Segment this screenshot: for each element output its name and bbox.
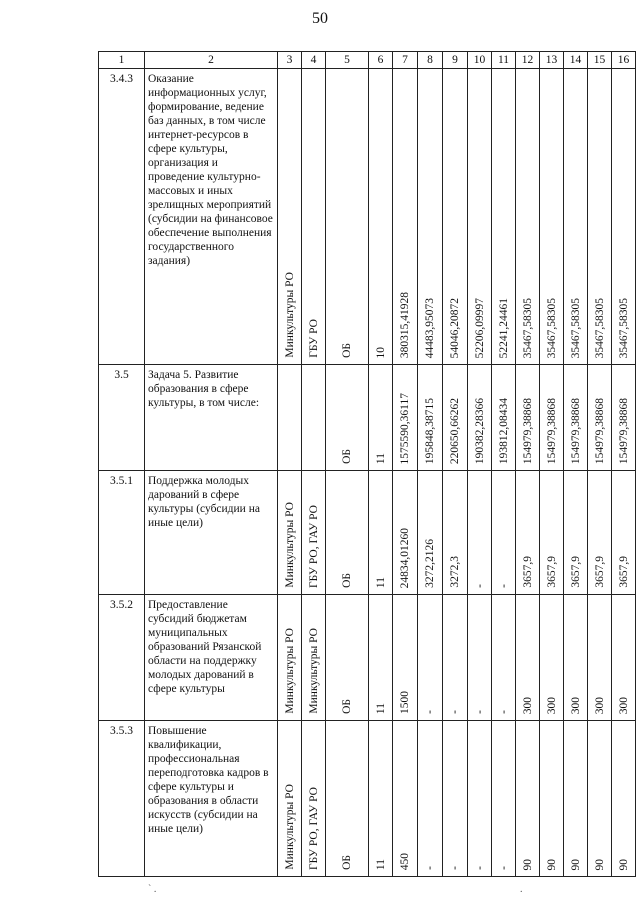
- value-cell: [418, 721, 443, 877]
- item-number: 3.4.3: [99, 69, 145, 365]
- value: 54046,20872: [449, 297, 461, 358]
- value: 1500: [399, 691, 411, 714]
- value: 3657,9: [545, 556, 558, 588]
- header-cell: 5: [326, 52, 369, 69]
- value-cell: [468, 69, 492, 365]
- value: 3272,2126: [424, 539, 436, 588]
- header-cell: 10: [468, 52, 492, 69]
- value-cell: [468, 595, 492, 721]
- value-cell: [588, 721, 612, 877]
- funding-source: ОБ: [341, 855, 353, 870]
- header-cell: 3: [278, 52, 302, 69]
- responsible-authority: Минкультуры РО: [283, 784, 296, 870]
- code: 11: [374, 702, 387, 714]
- responsible-authority-cell: [278, 721, 302, 877]
- executor: ГБУ РО, ГАУ РО: [307, 786, 320, 870]
- header-cell: 12: [516, 52, 540, 69]
- value-cell: [443, 69, 468, 365]
- value: 3657,9: [521, 556, 534, 588]
- value: 52206,09997: [473, 297, 486, 358]
- value-cell: [540, 721, 564, 877]
- scan-speck: .: [520, 884, 523, 895]
- value: 190382,28366: [473, 397, 486, 464]
- value-cell: [612, 365, 636, 471]
- value: -: [473, 710, 486, 714]
- value: 380315,41928: [399, 291, 411, 358]
- value: 154979,38868: [617, 397, 630, 464]
- funding-source-cell: [326, 471, 369, 595]
- executor: ГБУ РО, ГАУ РО: [307, 504, 320, 588]
- header-cell: 7: [393, 52, 418, 69]
- value-cell: [393, 595, 418, 721]
- value: 300: [617, 696, 630, 714]
- table-row: [99, 595, 636, 721]
- header-cell: 11: [492, 52, 516, 69]
- value: 300: [593, 696, 606, 714]
- value-cell: [588, 595, 612, 721]
- responsible-authority: Минкультуры РО: [283, 272, 296, 358]
- value-cell: [612, 595, 636, 721]
- funding-source-cell: [326, 365, 369, 471]
- value-cell: [492, 595, 516, 721]
- value-cell: [492, 471, 516, 595]
- item-number: 3.5.3: [99, 721, 145, 877]
- responsible-authority: Минкультуры РО: [283, 628, 296, 714]
- item-name: Поддержка молодых дарований в сфере культуры (субсидии на иные цели): [145, 471, 278, 595]
- funding-source-cell: [326, 69, 369, 365]
- value-cell: [540, 595, 564, 721]
- value-cell: [492, 365, 516, 471]
- header-cell: 9: [443, 52, 468, 69]
- code: 10: [374, 346, 387, 358]
- value: 1575590,36117: [399, 392, 411, 464]
- value-cell: [516, 595, 540, 721]
- value: 24834,01260: [399, 527, 411, 588]
- header-cell: 13: [540, 52, 564, 69]
- value-cell: [612, 69, 636, 365]
- value-cell: [540, 365, 564, 471]
- executor-cell: [302, 595, 326, 721]
- value: 154979,38868: [545, 397, 558, 464]
- executor: Минкультуры РО: [307, 628, 320, 714]
- header-cell: 6: [369, 52, 393, 69]
- value: 35467,58305: [545, 297, 558, 358]
- value-cell: [516, 721, 540, 877]
- value-cell: [443, 365, 468, 471]
- header-cell: 14: [564, 52, 588, 69]
- value: 193812,08434: [497, 397, 510, 464]
- item-number: 3.5.2: [99, 595, 145, 721]
- code: 11: [374, 858, 387, 870]
- value: 44483,95073: [424, 297, 436, 358]
- value-cell: [418, 471, 443, 595]
- value: 90: [569, 858, 582, 870]
- value-cell: [612, 721, 636, 877]
- header-cell: 1: [99, 52, 145, 69]
- header-cell: 8: [418, 52, 443, 69]
- table-row: [99, 365, 636, 471]
- value-cell: [564, 365, 588, 471]
- funding-source: ОБ: [341, 699, 353, 714]
- value-cell: [393, 365, 418, 471]
- value-cell: [540, 69, 564, 365]
- value-cell: [564, 721, 588, 877]
- responsible-authority: Минкультуры РО: [283, 502, 296, 588]
- item-name: Предоставление субсидий бюджетам муниципальных образований Рязанской области на поддержку молодых дарований в сфере культуры: [145, 595, 278, 721]
- code-cell: [369, 595, 393, 721]
- value-cell: [468, 365, 492, 471]
- header-cell: 4: [302, 52, 326, 69]
- value: 90: [545, 858, 558, 870]
- value-cell: [564, 595, 588, 721]
- value: -: [497, 866, 510, 870]
- funding-source: ОБ: [341, 449, 353, 464]
- responsible-authority-cell: [278, 69, 302, 365]
- value: 35467,58305: [593, 297, 606, 358]
- table-row: [99, 471, 636, 595]
- code: 11: [374, 452, 387, 464]
- code-cell: [369, 365, 393, 471]
- value-cell: [588, 69, 612, 365]
- value: 220650,66262: [449, 397, 461, 464]
- scan-speck: ` .: [148, 884, 157, 895]
- header-cell: 16: [612, 52, 636, 69]
- value-cell: [516, 69, 540, 365]
- funding-source: ОБ: [341, 573, 353, 588]
- value-cell: [393, 69, 418, 365]
- value-cell: [418, 365, 443, 471]
- value: -: [424, 710, 436, 714]
- header-cell: 15: [588, 52, 612, 69]
- value: 154979,38868: [521, 397, 534, 464]
- value-cell: [418, 69, 443, 365]
- value: -: [497, 710, 510, 714]
- value: 450: [399, 852, 411, 870]
- code-cell: [369, 69, 393, 365]
- code-cell: [369, 721, 393, 877]
- responsible-authority-cell: [278, 365, 302, 471]
- page-number: 50: [312, 10, 328, 27]
- value: 90: [593, 858, 606, 870]
- funding-source-cell: [326, 721, 369, 877]
- responsible-authority-cell: [278, 595, 302, 721]
- funding-source-cell: [326, 595, 369, 721]
- value: -: [424, 866, 436, 870]
- value-cell: [564, 69, 588, 365]
- value: 90: [617, 858, 630, 870]
- value: 52241,24461: [497, 297, 510, 358]
- value: -: [473, 584, 486, 588]
- value: 3657,9: [569, 556, 582, 588]
- value: 35467,58305: [617, 297, 630, 358]
- executor: ГБУ РО: [307, 319, 320, 358]
- value: 154979,38868: [593, 397, 606, 464]
- value: 154979,38868: [569, 397, 582, 464]
- item-name: Задача 5. Развитие образования в сфере культуры, в том числе:: [145, 365, 278, 471]
- value: -: [497, 584, 510, 588]
- value-cell: [492, 69, 516, 365]
- budget-table: [98, 51, 636, 877]
- header-row: [99, 52, 636, 69]
- value: -: [449, 866, 461, 870]
- executor-cell: [302, 69, 326, 365]
- value-cell: [588, 471, 612, 595]
- value-cell: [612, 471, 636, 595]
- value-cell: [588, 365, 612, 471]
- value-cell: [468, 471, 492, 595]
- value: 3657,9: [593, 556, 606, 588]
- value: 300: [545, 696, 558, 714]
- value-cell: [393, 721, 418, 877]
- value: 300: [521, 696, 534, 714]
- value-cell: [443, 471, 468, 595]
- value: 3657,9: [617, 556, 630, 588]
- value: -: [473, 866, 486, 870]
- value-cell: [468, 721, 492, 877]
- item-number: 3.5.1: [99, 471, 145, 595]
- value: 195848,38715: [424, 397, 436, 464]
- code: 11: [374, 576, 387, 588]
- executor-cell: [302, 471, 326, 595]
- value: 300: [569, 696, 582, 714]
- value: 35467,58305: [521, 297, 534, 358]
- responsible-authority-cell: [278, 471, 302, 595]
- value: 3272,3: [449, 556, 461, 588]
- item-name: Оказание информационных услуг, формирование, ведение баз данных, в том числе интернет-ресурсов в сфере культуры, организация и проведение культурно-массовых и иных зрелищных мероприятий (субсидии на финансовое обеспечение выполнения государственного задания): [145, 69, 278, 365]
- funding-source: ОБ: [341, 343, 353, 358]
- value-cell: [564, 471, 588, 595]
- value: 90: [521, 858, 534, 870]
- value-cell: [393, 471, 418, 595]
- item-name: Повышение квалификации, профессиональная переподготовка кадров в сфере культуры и образования в области искусств (субсидии на иные цели): [145, 721, 278, 877]
- value-cell: [443, 721, 468, 877]
- executor-cell: [302, 365, 326, 471]
- table-row: [99, 721, 636, 877]
- value-cell: [492, 721, 516, 877]
- header-cell: 2: [145, 52, 278, 69]
- value-cell: [516, 471, 540, 595]
- value-cell: [516, 365, 540, 471]
- item-number: 3.5: [99, 365, 145, 471]
- executor-cell: [302, 721, 326, 877]
- code-cell: [369, 471, 393, 595]
- value-cell: [443, 595, 468, 721]
- value-cell: [540, 471, 564, 595]
- table-row: [99, 69, 636, 365]
- value: -: [449, 710, 461, 714]
- value-cell: [418, 595, 443, 721]
- value: 35467,58305: [569, 297, 582, 358]
